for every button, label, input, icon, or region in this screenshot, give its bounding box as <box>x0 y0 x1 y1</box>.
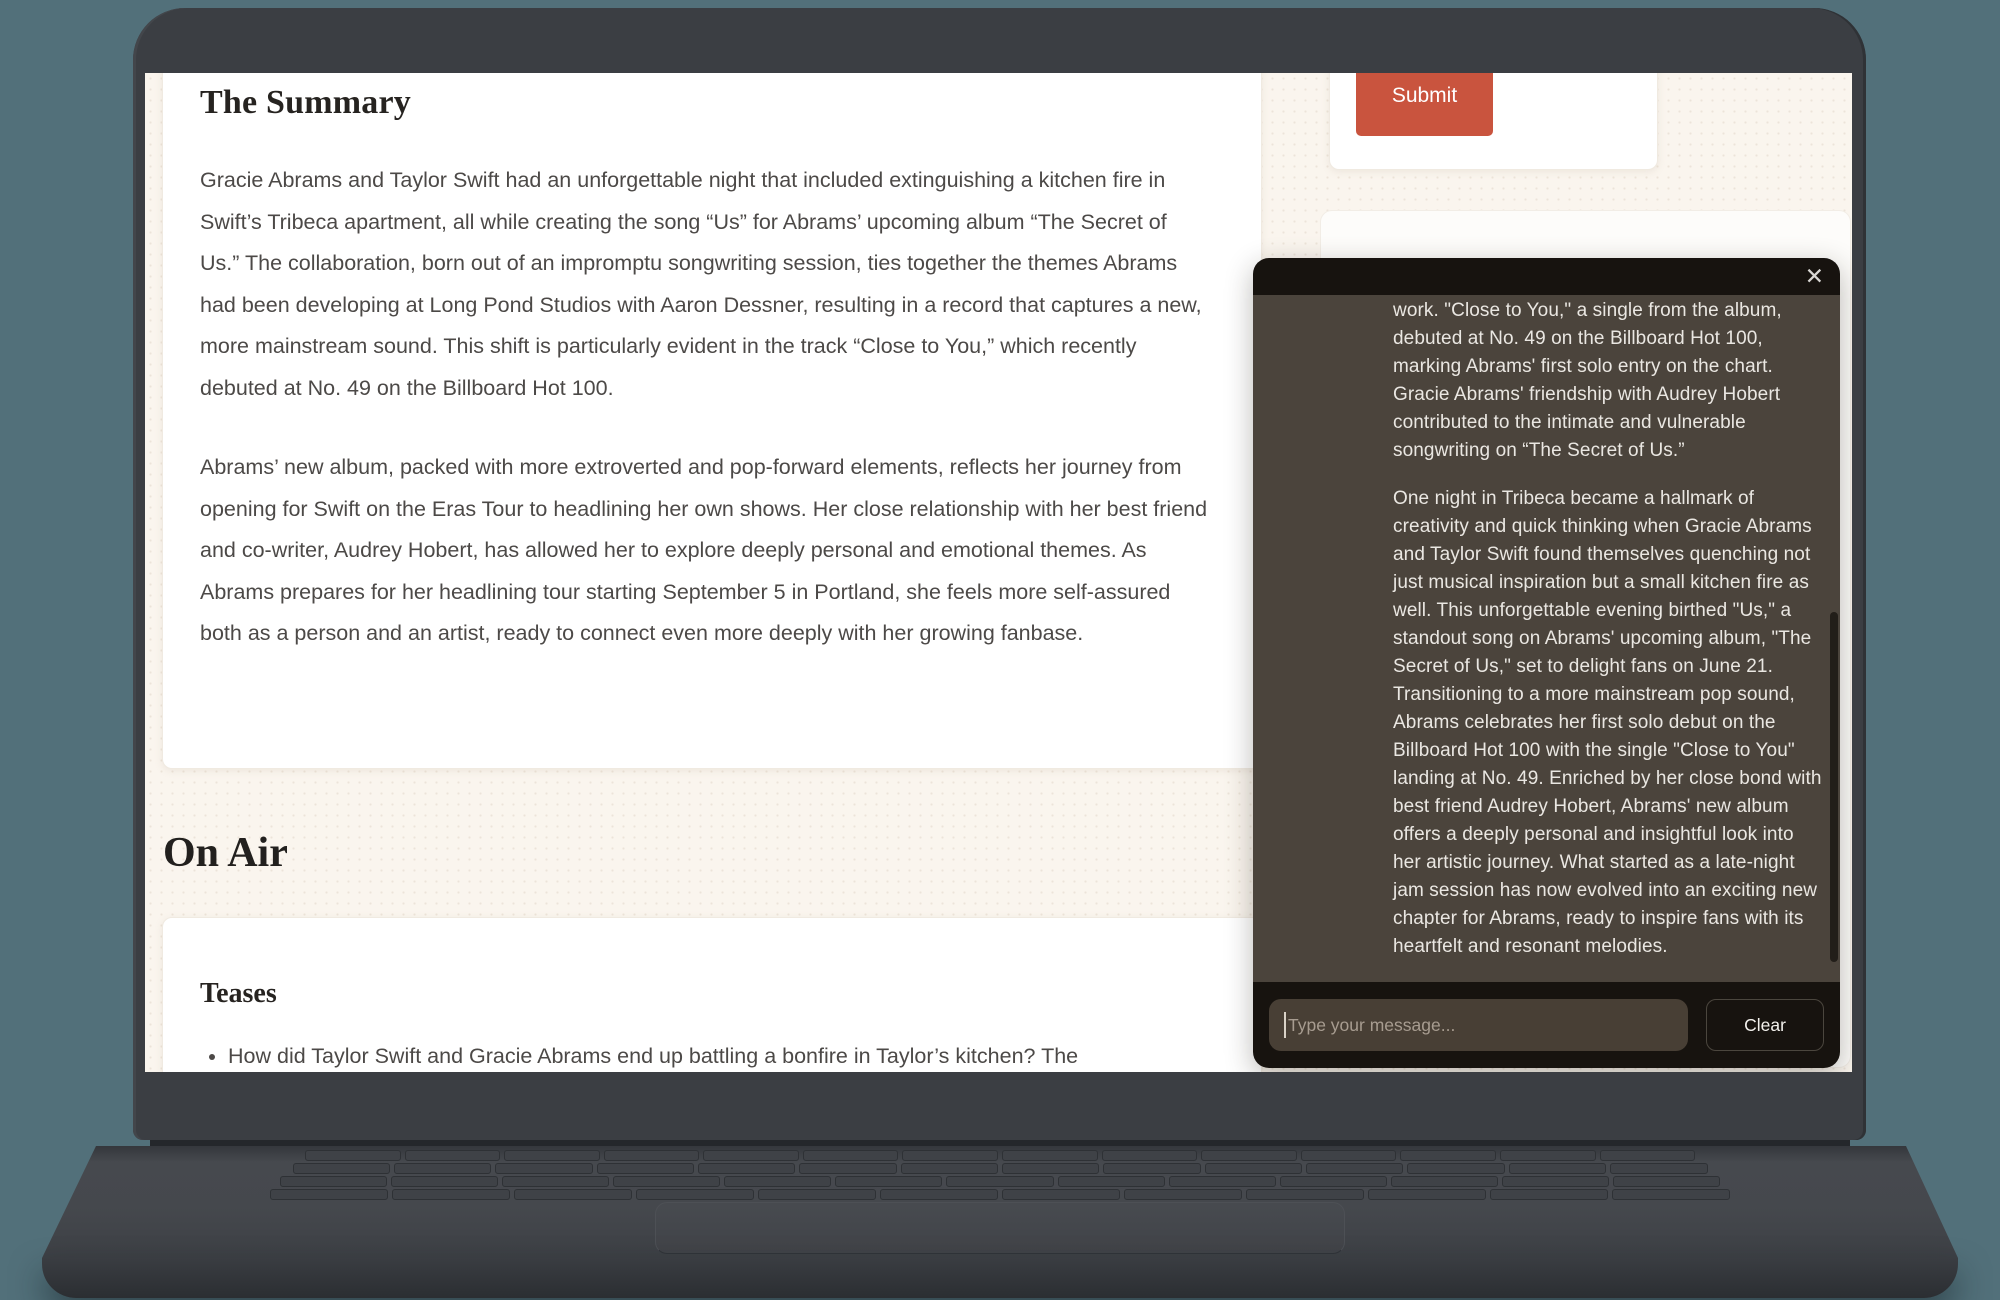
close-icon[interactable]: ✕ <box>1804 263 1824 289</box>
keyboard-row <box>270 1189 1730 1200</box>
tease-bullet: • How did Taylor Swift and Gracie Abrams end up battling a bonfire in Taylor’s kitchen? The <box>228 1036 1212 1072</box>
keyboard-key <box>1002 1150 1098 1161</box>
keyboard-key <box>293 1163 390 1174</box>
teases-card <box>162 917 1262 1072</box>
keyboard-key <box>1600 1150 1696 1161</box>
chat-message-area[interactable] <box>1253 295 1840 982</box>
keyboard-key <box>613 1176 720 1187</box>
browser-viewport <box>145 73 1852 1072</box>
keyboard-key <box>1280 1176 1387 1187</box>
summary-paragraph-1: Gracie Abrams and Taylor Swift had an unforgettable night that included extinguishing a kitchen fire in Swift’s Tribeca apartment, all while creating the song “Us” for Abrams’ upcoming album “The Secret of Us.” The collaboration, born out of an impromptu songwriting session, ties together the themes Abrams had been developing at Long Pond Studios with Aaron Dessner, resulting in a record that captures a new, more mainstream sound. This shift is particularly evident in the track “Close to You,” which recently debuted at No. 49 on the Billboard Hot 100. <box>200 168 1202 400</box>
keyboard-key <box>1613 1176 1720 1187</box>
keyboard-key <box>504 1150 600 1161</box>
keyboard-key <box>698 1163 795 1174</box>
keyboard-key <box>1509 1163 1606 1174</box>
teases-heading: Teases <box>200 978 277 1009</box>
keyboard-key <box>799 1163 896 1174</box>
chat-widget <box>1253 258 1840 1068</box>
chat-message-input[interactable] <box>1269 999 1688 1051</box>
keyboard-key <box>724 1176 831 1187</box>
summary-paragraph-2: Abrams’ new album, packed with more extroverted and pop-forward elements, reflects her journey from opening for Swift on the Eras Tour to headlining her own shows. Her close relationship with her best friend and co-writer, Audrey Hobert, has allowed her to explore deeply personal and emotional themes. As Abrams prepares for her headlining tour starting September 5 in Portland, she feels more self-assured both as a person and an artist, ready to connect even more deeply with her growing fanbase. <box>200 455 1208 645</box>
keyboard-key <box>1169 1176 1276 1187</box>
chat-header <box>1253 258 1840 295</box>
keyboard-key <box>514 1189 632 1200</box>
submit-card <box>1329 73 1658 170</box>
keyboard-key <box>1002 1189 1120 1200</box>
keyboard-key <box>880 1189 998 1200</box>
keyboard-key <box>1301 1150 1397 1161</box>
keyboard-key <box>1246 1189 1364 1200</box>
keyboard-key <box>1002 1163 1099 1174</box>
chat-input-bar <box>1253 982 1840 1068</box>
keyboard-key <box>1124 1189 1242 1200</box>
chat-scrollbar[interactable] <box>1830 612 1838 962</box>
keyboard-key <box>902 1150 998 1161</box>
keyboard-key <box>392 1189 510 1200</box>
keyboard-key <box>280 1176 387 1187</box>
keyboard-row <box>280 1176 1720 1187</box>
laptop-screen <box>133 8 1866 1140</box>
keyboard-key <box>597 1163 694 1174</box>
keyboard-key <box>1102 1150 1198 1161</box>
keyboard-key <box>1490 1189 1608 1200</box>
chat-message-paragraph-1: work. "Close to You," a single from the album, debuted at No. 49 on the Billboard Hot 100, marking Abrams' first solo entry on the chart. Gracie Abrams' friendship with Audrey Hobert contributed to the intimate and vulnerable songwriting on “The Secret of Us.” <box>1393 300 1782 461</box>
clear-button[interactable]: Clear <box>1706 999 1824 1051</box>
keyboard-key <box>1391 1176 1498 1187</box>
laptop-keyboard <box>270 1150 1730 1202</box>
keyboard-key <box>1407 1163 1504 1174</box>
keyboard-key <box>1306 1163 1403 1174</box>
laptop-base-front <box>42 1258 1958 1298</box>
keyboard-key <box>305 1150 401 1161</box>
keyboard-key <box>1502 1176 1609 1187</box>
keyboard-key <box>1500 1150 1596 1161</box>
laptop-trackpad <box>655 1202 1345 1254</box>
keyboard-key <box>502 1176 609 1187</box>
keyboard-key <box>270 1189 388 1200</box>
chat-message <box>1393 297 1823 961</box>
keyboard-key <box>835 1176 942 1187</box>
keyboard-key <box>1058 1176 1165 1187</box>
keyboard-key <box>703 1150 799 1161</box>
keyboard-key <box>946 1176 1053 1187</box>
keyboard-key <box>1103 1163 1200 1174</box>
keyboard-key <box>901 1163 998 1174</box>
chat-message-paragraph-2: One night in Tribeca became a hallmark of creativity and quick thinking when Gracie Abrams and Taylor Swift found themselves quenching not just musical inspiration but a small kitchen fire as well. This unforgettable evening birthed "Us," a standout song on Abrams' upcoming album, "The Secret of Us," set to delight fans on June 21. Transitioning to a more mainstream pop sound, Abrams celebrates her first solo debut on the Billboard Hot 100 with the single "Close to You" landing at No. 49. Enriched by her close bond with best friend Audrey Hobert, Abrams' new album offers a deeply personal and insightful look into her artistic journey. What started as a late-night jam session has now evolved into an exciting new chapter for Abrams, ready to inspire fans with its heartfelt and resonant melodies. <box>1393 488 1822 957</box>
submit-button[interactable]: Submit <box>1356 73 1493 136</box>
text-caret <box>1284 1012 1286 1038</box>
keyboard-row <box>293 1163 1708 1174</box>
keyboard-key <box>391 1176 498 1187</box>
keyboard-key <box>1201 1150 1297 1161</box>
keyboard-key <box>1610 1163 1707 1174</box>
keyboard-key <box>636 1189 754 1200</box>
keyboard-key <box>1368 1189 1486 1200</box>
teases-list <box>200 1036 1212 1072</box>
keyboard-key <box>1205 1163 1302 1174</box>
keyboard-key <box>604 1150 700 1161</box>
keyboard-key <box>405 1150 501 1161</box>
keyboard-key <box>758 1189 876 1200</box>
keyboard-key <box>803 1150 899 1161</box>
on-air-heading: On Air <box>163 830 288 876</box>
summary-card <box>162 73 1262 769</box>
keyboard-key <box>1612 1189 1730 1200</box>
chat-input-wrapper <box>1269 999 1688 1051</box>
keyboard-key <box>394 1163 491 1174</box>
keyboard-row <box>305 1150 1695 1161</box>
summary-heading: The Summary <box>200 84 411 121</box>
keyboard-key <box>1400 1150 1496 1161</box>
keyboard-key <box>495 1163 592 1174</box>
